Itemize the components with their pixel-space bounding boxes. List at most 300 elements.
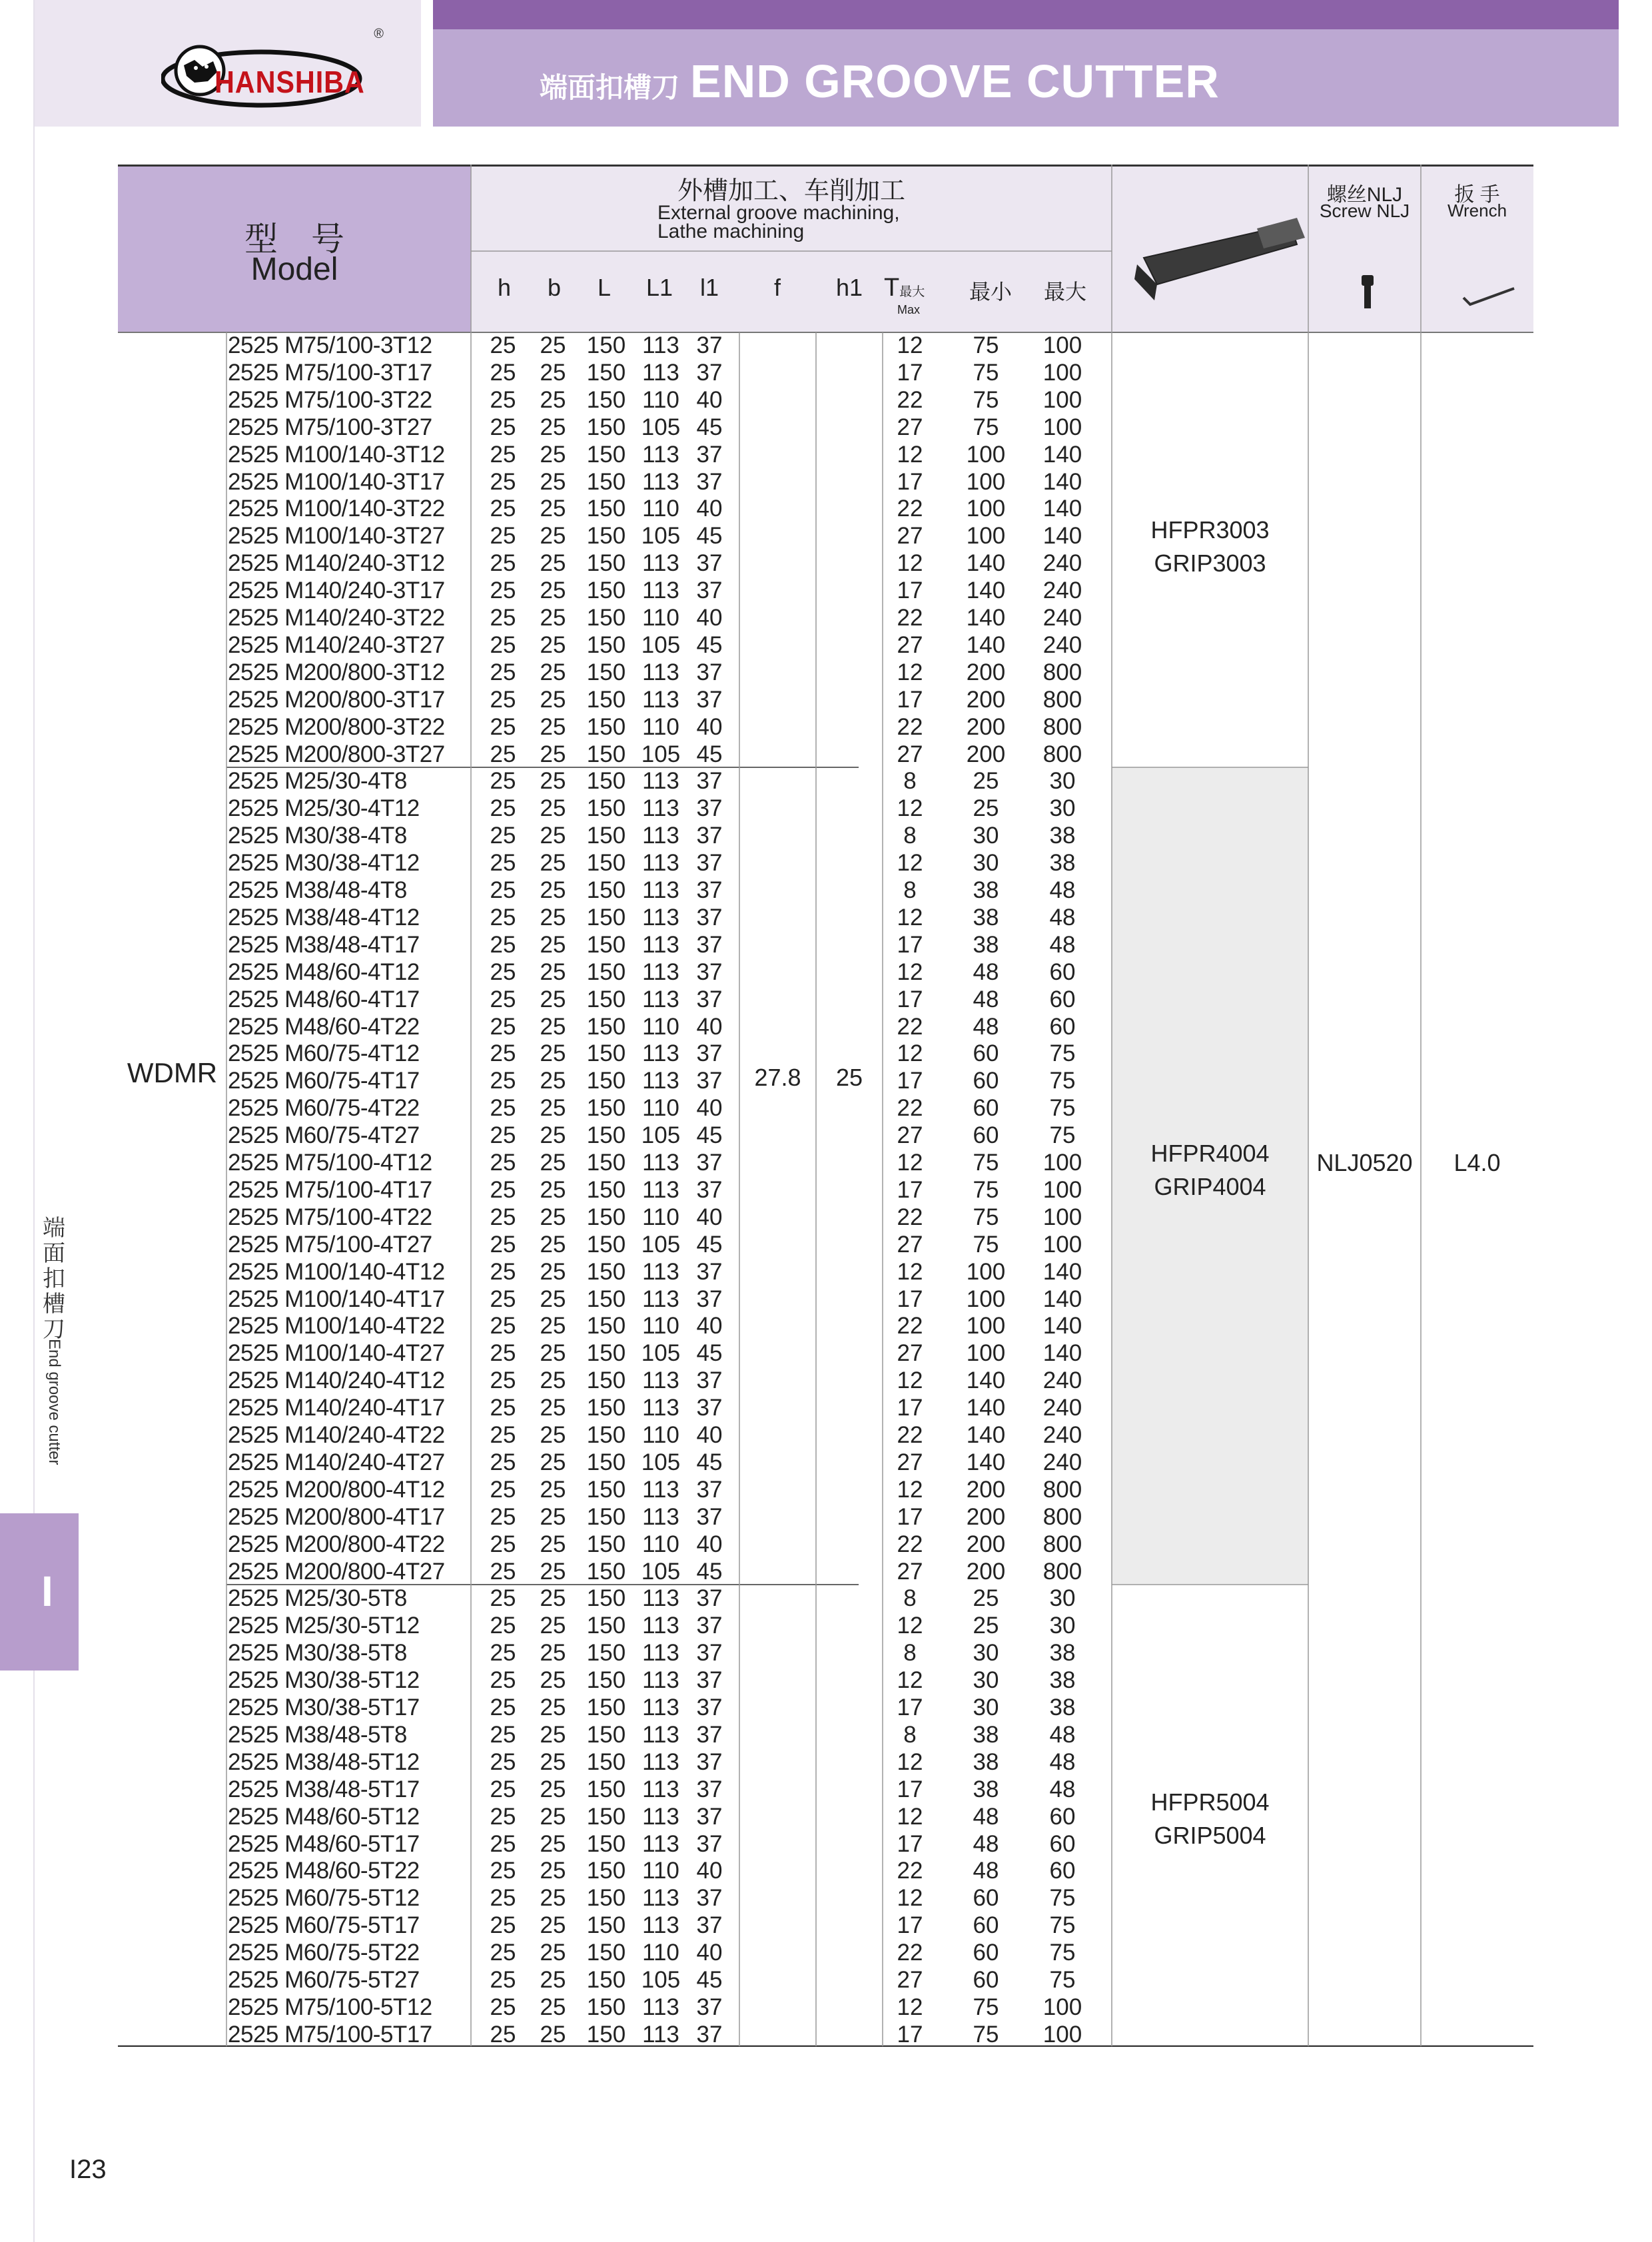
cell-l1: 37 [696, 1613, 723, 1639]
cell-h: 25 [490, 1313, 516, 1339]
cell-b: 25 [540, 904, 566, 931]
cell-model: 2525 M75/100-3T12 [228, 332, 432, 358]
cell-L1: 113 [642, 1721, 679, 1748]
cell-L: 150 [586, 1204, 626, 1230]
cell-model: 2525 M140/240-4T22 [228, 1422, 445, 1448]
cell-h: 25 [490, 1122, 516, 1149]
cell-L1: 113 [642, 1040, 679, 1067]
cell-max: 240 [1042, 605, 1082, 631]
side-label-en: End groove cutter [45, 1339, 63, 1465]
cell-b: 25 [540, 1585, 566, 1612]
cell-l1: 40 [696, 1313, 723, 1339]
insert-group-2-line2: GRIP4004 [1154, 1173, 1266, 1200]
cell-min: 60 [973, 1912, 999, 1939]
cell-L: 150 [586, 1476, 626, 1503]
cell-L1: 113 [642, 823, 679, 849]
cell-L: 150 [586, 1776, 626, 1802]
cell-h: 25 [490, 1558, 516, 1585]
cell-l1: 37 [696, 1258, 723, 1285]
cell-max: 100 [1042, 386, 1082, 413]
cell-model: 2525 M75/100-3T17 [228, 359, 432, 386]
cell-min: 60 [973, 1967, 999, 1993]
cell-max: 100 [1042, 359, 1082, 386]
cell-L: 150 [586, 1967, 626, 1993]
cell-L1: 113 [642, 441, 679, 468]
cell-min: 38 [973, 1721, 999, 1748]
side-label-cn: 端面扣槽刀 [43, 1216, 65, 1342]
cell-T: 22 [897, 386, 923, 413]
cell-max: 60 [1049, 1013, 1076, 1040]
cell-min: 100 [966, 1286, 1006, 1312]
cell-model: 2525 M30/38-5T17 [228, 1694, 420, 1720]
cell-T: 8 [903, 823, 917, 849]
cell-L: 150 [586, 958, 626, 985]
cell-max: 60 [1049, 1830, 1076, 1857]
cell-max: 100 [1042, 1150, 1082, 1176]
cell-L1: 110 [642, 1095, 679, 1122]
cell-L: 150 [586, 1040, 626, 1067]
cell-max: 75 [1049, 1885, 1076, 1912]
cell-min: 75 [973, 1150, 999, 1176]
page-margin-line [33, 0, 35, 2242]
cell-model: 2525 M38/48-4T17 [228, 931, 420, 958]
cell-L1: 113 [642, 1640, 679, 1667]
cell-min: 60 [973, 1095, 999, 1122]
cell-L: 150 [586, 2021, 626, 2048]
cell-T: 22 [897, 496, 923, 522]
cell-min: 75 [973, 359, 999, 386]
cell-model: 2525 M100/140-4T17 [228, 1286, 445, 1312]
cell-model: 2525 M48/60-5T22 [228, 1858, 420, 1884]
cell-b: 25 [540, 659, 566, 685]
cell-b: 25 [540, 414, 566, 440]
cell-min: 75 [973, 386, 999, 413]
cell-L1: 105 [641, 523, 681, 550]
cell-min: 140 [966, 550, 1006, 577]
cell-b: 25 [540, 441, 566, 468]
cell-L1: 113 [642, 1994, 679, 2020]
cell-max: 48 [1049, 1748, 1076, 1775]
cell-max: 140 [1042, 441, 1082, 468]
cell-max: 60 [1049, 1858, 1076, 1884]
cell-max: 100 [1042, 414, 1082, 440]
cell-h: 25 [490, 1667, 516, 1694]
cell-model: 2525 M38/48-4T8 [228, 877, 407, 903]
cell-max: 48 [1049, 1721, 1076, 1748]
cell-L: 150 [586, 768, 626, 795]
cell-L1: 113 [642, 659, 679, 685]
cell-max: 800 [1042, 1531, 1082, 1557]
cell-b: 25 [540, 1422, 566, 1448]
cell-model: 2525 M75/100-4T27 [228, 1231, 432, 1258]
cell-T: 8 [903, 877, 917, 903]
cell-T: 12 [897, 1748, 923, 1775]
cell-L: 150 [586, 1286, 626, 1312]
cell-L: 150 [586, 1721, 626, 1748]
cell-b: 25 [540, 1640, 566, 1667]
cell-T: 22 [897, 1013, 923, 1040]
cell-T: 27 [897, 1558, 923, 1585]
cell-L: 150 [586, 904, 626, 931]
cell-h: 25 [490, 1694, 516, 1720]
cell-L1: 113 [642, 1503, 679, 1530]
cell-max: 75 [1049, 1940, 1076, 1966]
cell-b: 25 [540, 496, 566, 522]
cell-l1: 40 [696, 496, 723, 522]
cell-max: 75 [1049, 1095, 1076, 1122]
cell-h: 25 [490, 1994, 516, 2020]
cell-min: 100 [966, 523, 1006, 550]
cell-L: 150 [586, 332, 626, 358]
cell-model: 2525 M75/100-4T22 [228, 1204, 432, 1230]
cell-max: 240 [1042, 1395, 1082, 1421]
cell-L1: 113 [642, 1068, 679, 1094]
cell-h: 25 [490, 1967, 516, 1993]
cell-L1: 113 [642, 850, 679, 877]
cell-b: 25 [540, 823, 566, 849]
cell-h: 25 [490, 1286, 516, 1312]
cell-T: 8 [903, 1585, 917, 1612]
cell-l1: 37 [696, 1040, 723, 1067]
cell-T: 17 [897, 1395, 923, 1421]
insert-group-3-line2: GRIP5004 [1154, 1822, 1266, 1849]
logo-area [35, 0, 421, 127]
cell-h: 25 [490, 386, 516, 413]
cell-h: 25 [490, 659, 516, 685]
cell-b: 25 [540, 1095, 566, 1122]
cell-max: 800 [1042, 1503, 1082, 1530]
cell-L1: 105 [641, 741, 681, 767]
cell-model: 2525 M75/100-3T27 [228, 414, 432, 440]
cell-L: 150 [586, 986, 626, 1012]
col-b: b [547, 274, 562, 301]
cell-model: 2525 M48/60-5T17 [228, 1830, 420, 1857]
cell-min: 75 [973, 1204, 999, 1230]
cell-model: 2525 M60/75-5T12 [228, 1885, 420, 1912]
cell-model: 2525 M48/60-5T12 [228, 1803, 420, 1830]
cell-L1: 110 [642, 1858, 679, 1884]
col-L: L [597, 274, 612, 301]
header-band [433, 29, 1619, 127]
cell-max: 75 [1049, 1122, 1076, 1149]
cell-T: 17 [897, 1694, 923, 1720]
cell-T: 17 [897, 1776, 923, 1802]
cell-L: 150 [586, 850, 626, 877]
cell-L: 150 [586, 1313, 626, 1339]
cell-min: 75 [973, 1176, 999, 1203]
cell-T: 27 [897, 741, 923, 767]
cell-model: 2525 M140/240-3T12 [228, 550, 445, 577]
cell-l1: 40 [696, 1422, 723, 1448]
cell-l1: 37 [696, 550, 723, 577]
cell-L: 150 [586, 441, 626, 468]
cell-L1: 110 [642, 496, 679, 522]
cell-max: 38 [1049, 1640, 1076, 1667]
cell-T: 12 [897, 441, 923, 468]
cell-b: 25 [540, 631, 566, 658]
cell-model: 2525 M38/48-5T17 [228, 1776, 420, 1802]
cell-min: 48 [973, 986, 999, 1012]
cell-h: 25 [490, 1613, 516, 1639]
cell-min: 60 [973, 1122, 999, 1149]
cell-l1: 37 [696, 659, 723, 685]
cell-min: 25 [973, 1613, 999, 1639]
cell-model: 2525 M30/38-4T8 [228, 823, 407, 849]
cell-min: 25 [973, 768, 999, 795]
cell-min: 75 [973, 1994, 999, 2020]
cell-h: 25 [490, 441, 516, 468]
cell-max: 38 [1049, 1694, 1076, 1720]
cell-min: 30 [973, 823, 999, 849]
cell-l1: 37 [696, 1776, 723, 1802]
cell-L1: 105 [641, 1340, 681, 1367]
cell-min: 25 [973, 1585, 999, 1612]
cell-h: 25 [490, 1340, 516, 1367]
cell-L: 150 [586, 1531, 626, 1557]
cell-h: 25 [490, 1830, 516, 1857]
cell-model: 2525 M25/30-4T12 [228, 795, 420, 822]
cell-l1: 45 [696, 631, 723, 658]
cell-L: 150 [586, 877, 626, 903]
cell-T: 17 [897, 577, 923, 604]
cell-min: 75 [973, 2021, 999, 2048]
cell-l1: 37 [696, 1150, 723, 1176]
cell-l1: 37 [696, 1830, 723, 1857]
cell-T: 27 [897, 523, 923, 550]
insert-group-1-line2: GRIP3003 [1154, 550, 1266, 577]
cell-l1: 37 [696, 359, 723, 386]
cell-l1: 37 [696, 2021, 723, 2048]
cell-model: 2525 M200/800-4T27 [228, 1558, 445, 1585]
cell-b: 25 [540, 1967, 566, 1993]
cell-l1: 40 [696, 1204, 723, 1230]
cell-b: 25 [540, 795, 566, 822]
cell-min: 100 [966, 441, 1006, 468]
cell-T: 12 [897, 1040, 923, 1067]
cell-model: 2525 M48/60-4T17 [228, 986, 420, 1012]
cell-b: 25 [540, 768, 566, 795]
cell-h: 25 [490, 1204, 516, 1230]
cell-max: 38 [1049, 850, 1076, 877]
cell-L: 150 [586, 631, 626, 658]
cell-b: 25 [540, 1176, 566, 1203]
cell-l1: 37 [696, 1694, 723, 1720]
brand-logo [161, 27, 388, 113]
cell-min: 60 [973, 1885, 999, 1912]
cell-L1: 105 [641, 1122, 681, 1149]
wrench-header-cn: 扳 手 [1454, 184, 1500, 206]
cell-max: 30 [1049, 795, 1076, 822]
cell-l1: 37 [696, 1640, 723, 1667]
cell-model: 2525 M60/75-4T17 [228, 1068, 420, 1094]
family-cell: WDMR [127, 1057, 218, 1088]
cell-model: 2525 M100/140-3T27 [228, 523, 445, 550]
cell-h: 25 [490, 1395, 516, 1421]
cell-h: 25 [490, 1176, 516, 1203]
cell-l1: 37 [696, 1068, 723, 1094]
registered-mark: ® [374, 27, 384, 41]
cell-max: 240 [1042, 1449, 1082, 1475]
cell-max: 140 [1042, 1258, 1082, 1285]
cell-max: 48 [1049, 931, 1076, 958]
cell-max: 240 [1042, 631, 1082, 658]
cell-L1: 113 [642, 1286, 679, 1312]
col-min: 最小 [969, 280, 1012, 304]
cell-L: 150 [586, 1585, 626, 1612]
cell-l1: 45 [696, 1340, 723, 1367]
cell-h: 25 [490, 1040, 516, 1067]
cell-h: 25 [490, 332, 516, 358]
screw-cell: NLJ0520 [1316, 1149, 1413, 1176]
cell-min: 200 [966, 1531, 1006, 1557]
cell-h: 25 [490, 1940, 516, 1966]
cell-h: 25 [490, 496, 516, 522]
cell-max: 75 [1049, 1068, 1076, 1094]
cell-max: 800 [1042, 713, 1082, 740]
cell-L1: 113 [642, 795, 679, 822]
cell-h: 25 [490, 1803, 516, 1830]
cell-L1: 113 [642, 1150, 679, 1176]
cell-T: 17 [897, 986, 923, 1012]
cell-L: 150 [586, 1640, 626, 1667]
cell-T: 12 [897, 1258, 923, 1285]
screw-header-cn: 螺丝NLJ [1326, 184, 1403, 206]
cell-max: 75 [1049, 1967, 1076, 1993]
cell-T: 12 [897, 904, 923, 931]
cell-model: 2525 M30/38-5T8 [228, 1640, 407, 1667]
cell-L1: 113 [642, 1176, 679, 1203]
cell-b: 25 [540, 1858, 566, 1884]
cell-model: 2525 M75/100-5T12 [228, 1994, 432, 2020]
cell-h: 25 [490, 2021, 516, 2048]
cell-model: 2525 M200/800-3T27 [228, 741, 445, 767]
cell-l1: 37 [696, 332, 723, 358]
cell-h: 25 [490, 605, 516, 631]
cell-L: 150 [586, 468, 626, 495]
cell-T: 17 [897, 468, 923, 495]
cell-h: 25 [490, 741, 516, 767]
cell-L: 150 [586, 1095, 626, 1122]
cell-model: 2525 M38/48-4T12 [228, 904, 420, 931]
cell-T: 17 [897, 1286, 923, 1312]
cell-max: 800 [1042, 1476, 1082, 1503]
cell-max: 48 [1049, 877, 1076, 903]
cell-b: 25 [540, 1068, 566, 1094]
cell-min: 200 [966, 713, 1006, 740]
cell-model: 2525 M200/800-4T12 [228, 1476, 445, 1503]
cell-min: 30 [973, 1640, 999, 1667]
cell-l1: 45 [696, 1122, 723, 1149]
cell-min: 140 [966, 1449, 1006, 1475]
cell-b: 25 [540, 1912, 566, 1939]
cell-T: 12 [897, 850, 923, 877]
cell-model: 2525 M25/30-4T8 [228, 768, 407, 795]
cell-b: 25 [540, 523, 566, 550]
cell-L: 150 [586, 1422, 626, 1448]
cell-h: 25 [490, 1013, 516, 1040]
cell-L: 150 [586, 1858, 626, 1884]
cell-L1: 113 [642, 877, 679, 903]
cell-h: 25 [490, 1640, 516, 1667]
cell-model: 2525 M60/75-4T22 [228, 1095, 420, 1122]
model-header-en: Model [250, 252, 338, 287]
cell-min: 48 [973, 958, 999, 985]
cell-L1: 105 [641, 1967, 681, 1993]
cell-L: 150 [586, 1994, 626, 2020]
cell-T: 12 [897, 1150, 923, 1176]
col-h: h [497, 274, 512, 301]
brand-name: HANSHIBA [214, 65, 365, 99]
cell-L1: 113 [642, 686, 679, 713]
cell-h: 25 [490, 1150, 516, 1176]
cell-L1: 113 [642, 332, 679, 358]
cell-L: 150 [586, 1940, 626, 1966]
cell-L1: 113 [642, 359, 679, 386]
cell-h: 25 [490, 986, 516, 1012]
cell-T: 12 [897, 659, 923, 685]
cell-model: 2525 M100/140-4T22 [228, 1313, 445, 1339]
cell-max: 140 [1042, 1286, 1082, 1312]
cell-L: 150 [586, 605, 626, 631]
cell-l1: 37 [696, 768, 723, 795]
cell-L1: 110 [642, 1940, 679, 1966]
cell-l1: 37 [696, 958, 723, 985]
cell-b: 25 [540, 686, 566, 713]
header-top-band [433, 0, 1619, 29]
cell-T: 12 [897, 958, 923, 985]
cell-L1: 113 [642, 904, 679, 931]
cell-L1: 110 [642, 1422, 679, 1448]
cell-T: 17 [897, 1176, 923, 1203]
cell-T: 17 [897, 1503, 923, 1530]
cell-b: 25 [540, 877, 566, 903]
cell-L1: 113 [642, 550, 679, 577]
cell-min: 200 [966, 1476, 1006, 1503]
cell-h: 25 [490, 1367, 516, 1394]
cell-max: 75 [1049, 1040, 1076, 1067]
cell-min: 30 [973, 850, 999, 877]
cell-max: 30 [1049, 1613, 1076, 1639]
cell-max: 30 [1049, 768, 1076, 795]
cell-b: 25 [540, 1476, 566, 1503]
cell-l1: 40 [696, 1858, 723, 1884]
cell-T: 8 [903, 768, 917, 795]
cell-l1: 37 [696, 1912, 723, 1939]
cell-L1: 113 [642, 1912, 679, 1939]
cell-h: 25 [490, 931, 516, 958]
cell-max: 75 [1049, 1912, 1076, 1939]
cell-T: 27 [897, 631, 923, 658]
cell-b: 25 [540, 2021, 566, 2048]
cell-L: 150 [586, 1340, 626, 1367]
cell-L: 150 [586, 823, 626, 849]
col-L1: L1 [645, 274, 673, 301]
cell-T: 12 [897, 1613, 923, 1639]
cell-T: 17 [897, 1830, 923, 1857]
cell-h: 25 [490, 550, 516, 577]
cell-L1: 113 [642, 577, 679, 604]
cell-max: 800 [1042, 686, 1082, 713]
cell-b: 25 [540, 1531, 566, 1557]
cell-l1: 37 [696, 1885, 723, 1912]
cell-model: 2525 M75/100-4T17 [228, 1176, 432, 1203]
cell-min: 38 [973, 1776, 999, 1802]
cell-model: 2525 M140/240-3T22 [228, 605, 445, 631]
cell-h: 25 [490, 1503, 516, 1530]
cell-L: 150 [586, 523, 626, 550]
spec-table [118, 165, 1533, 2047]
cell-h: 25 [490, 523, 516, 550]
